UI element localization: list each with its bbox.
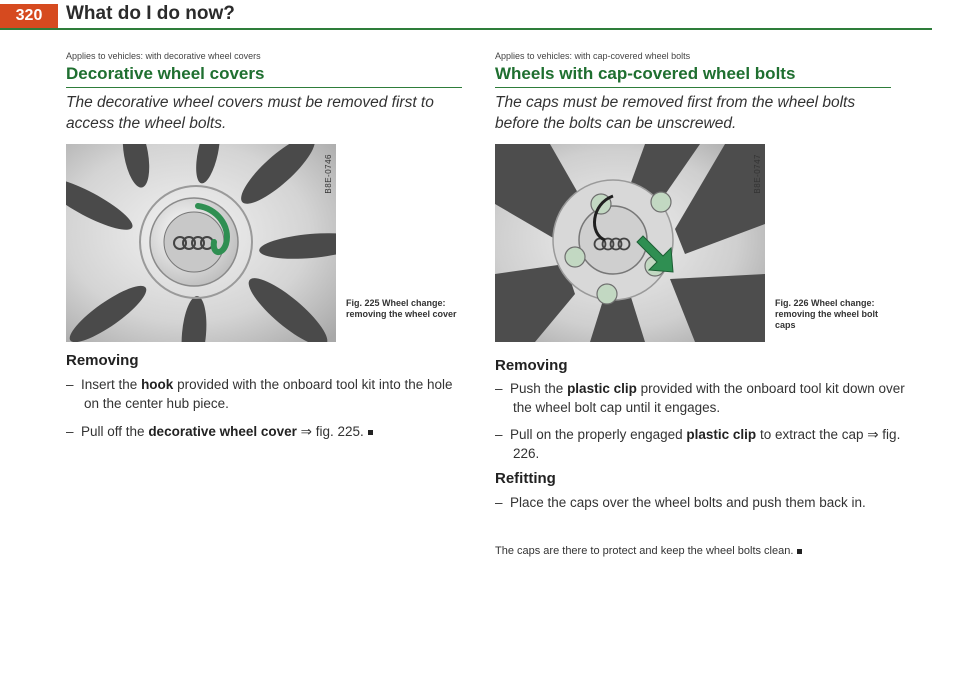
caps-note: The caps are there to protect and keep the wheel bolts clean. bbox=[495, 545, 802, 557]
figure-code: B8E-0746 bbox=[324, 154, 333, 194]
step-insert-hook: – Insert the hook provided with the onboard tool kit into the hole on the center hub piece. bbox=[66, 377, 453, 411]
applies-to-note: Applies to vehicles: with decorative wheel covers bbox=[66, 51, 261, 61]
applies-to-note: Applies to vehicles: with cap-covered wheel bolts bbox=[495, 51, 691, 61]
page-header-title: What do I do now? bbox=[66, 3, 235, 24]
step-pull-off-cover: – Pull off the decorative wheel cover ⇒ fig. 225. bbox=[66, 422, 464, 441]
figure-caption: Fig. 226 Wheel change: removing the wheel bolt caps bbox=[775, 298, 879, 330]
removing-heading: Removing bbox=[495, 357, 568, 374]
step-pull-plastic-clip: – Pull on the properly engaged plastic clip to extract the cap ⇒ fig. 226. bbox=[495, 427, 901, 461]
figure-caption: Fig. 225 Wheel change: removing the wheel cover bbox=[346, 298, 457, 319]
figure-225-wheel-cover bbox=[66, 144, 336, 342]
page-number: 320 bbox=[0, 4, 58, 28]
step-push-plastic-clip: – Push the plastic clip provided with the onboard tool kit down over the wheel bolt cap until it engages. bbox=[495, 381, 905, 415]
section-rule bbox=[66, 87, 462, 88]
step-place-caps: – Place the caps over the wheel bolts and push them back in. bbox=[495, 495, 866, 510]
section-rule bbox=[495, 87, 891, 88]
section-title: Wheels with cap-covered wheel bolts bbox=[495, 64, 796, 83]
end-mark bbox=[797, 549, 802, 554]
removing-heading: Removing bbox=[66, 352, 139, 369]
wheel-cover-illustration bbox=[66, 144, 336, 342]
section-intro: The caps must be removed first from the wheel bolts before the bolts can be unscrewed. bbox=[495, 94, 856, 132]
header-rule bbox=[0, 28, 932, 30]
end-mark bbox=[368, 430, 373, 435]
wheel-bolt-caps-illustration bbox=[495, 144, 765, 342]
section-intro: The decorative wheel covers must be removed first to access the wheel bolts. bbox=[66, 94, 434, 132]
section-title: Decorative wheel covers bbox=[66, 64, 265, 83]
refitting-heading: Refitting bbox=[495, 470, 556, 487]
figure-code: B8E-0747 bbox=[753, 154, 762, 194]
figure-226-wheel-bolt-caps bbox=[495, 144, 765, 342]
